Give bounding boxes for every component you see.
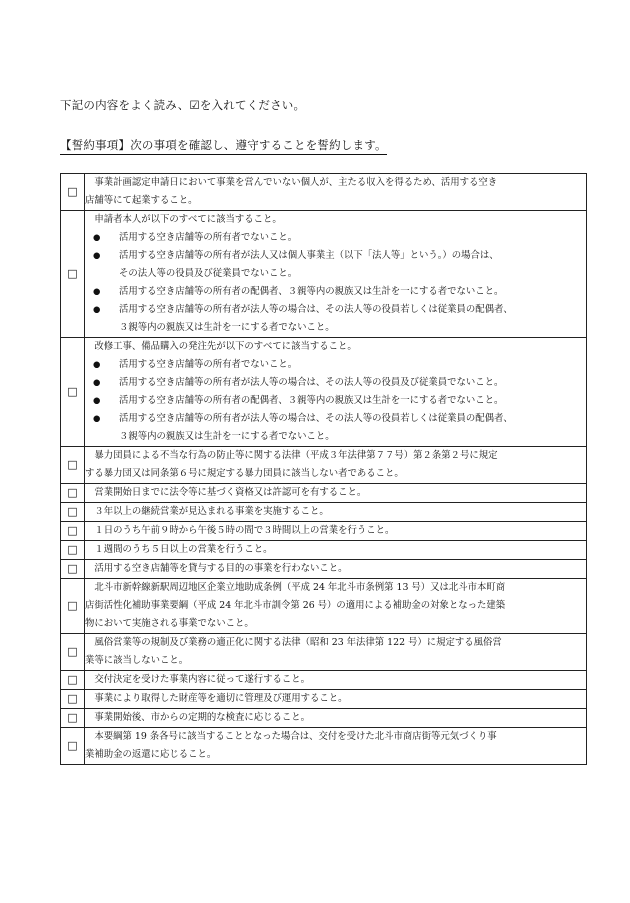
bullet-text: 活用する空き店舗等の所有者の配偶者、３親等内の親族又は生計を一にする者でないこと。 [119, 286, 504, 297]
bullet-text: 活用する空き店舗等の所有者が法人等の場合は、その法人等の役員及び従業員でないこと。 [119, 377, 504, 388]
oath-text-cell [85, 541, 587, 560]
oath-lead-text: 申請者本人が以下のすべてに該当すること。 [94, 214, 282, 225]
bullet-text: 活用する空き店舗等の所有者が法人又は個人事業主（以下「法人等」という。）の場合は、 [119, 250, 499, 261]
bullet-text-continued: ３親等内の親族又は生計を一にする者でないこと。 [119, 322, 335, 333]
oath-row [61, 579, 587, 634]
agree-checkbox[interactable]: □ [61, 211, 85, 338]
oath-row [61, 541, 587, 560]
agree-checkbox[interactable]: □ [61, 541, 85, 560]
agree-checkbox[interactable]: □ [61, 671, 85, 690]
oath-text-cell [85, 634, 587, 671]
bullet-dot-icon: ● [93, 396, 101, 406]
agree-checkbox[interactable]: □ [61, 560, 85, 579]
bullet-text-continued: その法人等の役員及び従業員でないこと。 [119, 268, 298, 279]
oath-text-cell [85, 560, 587, 579]
oath-text-cell [85, 579, 587, 634]
oath-text-line: 本要綱第 19 条各号に該当することとなった場合は、交付を受けた北斗市商店街等元気づくり事 [94, 731, 497, 742]
oath-text-line: 業等に該当しないこと。 [85, 655, 189, 666]
oath-text-line: 店舗等にて起業すること。 [85, 195, 198, 206]
oath-text-line: 物において実施される事業でないこと。 [85, 618, 254, 629]
agree-checkbox[interactable]: □ [61, 447, 85, 484]
oath-text-cell [85, 484, 587, 503]
oath-text-cell [85, 690, 587, 709]
bullet-item [85, 374, 586, 392]
oath-row [61, 671, 587, 690]
agree-checkbox[interactable]: □ [61, 522, 85, 541]
oath-row [61, 503, 587, 522]
oath-text-line: 事業計画認定申請日において事業を営んでいない個人が、主たる収入を得るため、活用する空き [94, 177, 498, 188]
oath-row [61, 211, 587, 338]
oath-text-line: する暴力団又は同条第６号に規定する暴力団員に該当しない者であること。 [85, 468, 404, 479]
bullet-item [85, 229, 586, 247]
oath-text-line: 活用する空き店舗等を貸与する目的の事業を行わないこと。 [94, 563, 348, 574]
agree-checkbox[interactable]: □ [61, 634, 85, 671]
oath-text-line: 交付決定を受けた事業内容に従って遂行すること。 [94, 674, 311, 685]
oath-text-cell [85, 174, 587, 211]
bullet-text-continued: ３親等内の親族又は生計を一にする者でないこと。 [119, 431, 335, 442]
oath-text-line: １週間のうち５日以上の営業を行うこと。 [94, 544, 273, 555]
instruction-before: 下記の内容をよく読み、 [60, 98, 190, 112]
bullet-item [85, 301, 586, 319]
instruction-text [60, 97, 305, 113]
bullet-dot-icon: ● [93, 414, 101, 424]
bullet-dot-icon: ● [93, 378, 101, 388]
oath-row [61, 690, 587, 709]
oath-text-line: 暴力団員による不当な行為の防止等に関する法律（平成３年法律第７７号）第２条第２号に規定 [94, 450, 498, 461]
oath-lead-text: 改修工事、備品購入の発注先が以下のすべてに該当すること。 [94, 341, 357, 352]
oath-text-line: 事業により取得した財産等を適切に管理及び運用すること。 [94, 693, 348, 704]
agree-checkbox[interactable]: □ [61, 174, 85, 211]
oath-text-cell [85, 522, 587, 541]
oath-row [61, 484, 587, 503]
agree-checkbox[interactable]: □ [61, 338, 85, 447]
agree-checkbox[interactable]: □ [61, 690, 85, 709]
oath-row [61, 338, 587, 447]
oath-table [60, 173, 587, 765]
bullet-item [85, 356, 586, 374]
oath-row [61, 709, 587, 728]
oath-text-line: ３年以上の継続営業が見込まれる事業を実施すること。 [94, 506, 329, 517]
bullet-text: 活用する空き店舗等の所有者の配偶者、３親等内の親族又は生計を一にする者でないこと。 [119, 395, 504, 406]
oath-heading: 【誓約事項】次の事項を確認し、遵守することを誓約します。 [60, 137, 387, 155]
bullet-dot-icon: ● [93, 305, 101, 315]
oath-text-line: 業補助金の返還に応じること。 [85, 749, 217, 760]
agree-checkbox[interactable]: □ [61, 484, 85, 503]
bullet-item [85, 392, 586, 410]
agree-checkbox[interactable]: □ [61, 579, 85, 634]
oath-row [61, 174, 587, 211]
bullet-dot-icon: ● [93, 233, 101, 243]
oath-text-line: 風俗営業等の規制及び業務の適正化に関する法律（昭和 23 年法律第 122 号）に規定する風俗営 [94, 637, 502, 648]
bullet-text: 活用する空き店舗等の所有者でないこと。 [119, 232, 298, 243]
oath-text-cell [85, 211, 587, 338]
bullet-text: 活用する空き店舗等の所有者でないこと。 [119, 359, 298, 370]
oath-text-cell [85, 338, 587, 447]
oath-text-cell [85, 728, 587, 765]
agree-checkbox[interactable]: □ [61, 709, 85, 728]
oath-text-line: 営業開始日までに法令等に基づく資格又は許認可を有すること。 [94, 487, 367, 498]
oath-text-line: １日のうち午前９時から午後５時の間で３時間以上の営業を行うこと。 [94, 525, 395, 536]
oath-text-cell [85, 447, 587, 484]
oath-text-cell [85, 671, 587, 690]
checkmark-icon: ☑ [189, 98, 200, 112]
oath-text-cell [85, 709, 587, 728]
oath-row [61, 447, 587, 484]
bullet-item [85, 410, 586, 428]
bullet-item [85, 247, 586, 265]
bullet-text: 活用する空き店舗等の所有者が法人等の場合は、その法人等の役員若しくは従業員の配偶者、 [119, 304, 513, 315]
bullet-text: 活用する空き店舗等の所有者が法人等の場合は、その法人等の役員若しくは従業員の配偶者、 [119, 413, 513, 424]
bullet-dot-icon: ● [93, 287, 101, 297]
oath-row [61, 522, 587, 541]
oath-text-line: 店街活性化補助事業要綱（平成 24 年北斗市訓令第 26 号）の適用による補助金の対象となった建築 [85, 600, 506, 611]
oath-row [61, 560, 587, 579]
agree-checkbox[interactable]: □ [61, 728, 85, 765]
oath-text-line: 事業開始後、市からの定期的な検査に応じること。 [94, 712, 311, 723]
bullet-dot-icon: ● [93, 251, 101, 261]
oath-row [61, 634, 587, 671]
bullet-dot-icon: ● [93, 360, 101, 370]
instruction-after: を入れてください。 [199, 98, 306, 112]
oath-text-cell [85, 503, 587, 522]
oath-text-line: 北斗市新幹線新駅周辺地区企業立地助成条例（平成 24 年北斗市条例第 13 号）又は北斗市本町商 [94, 582, 506, 593]
agree-checkbox[interactable]: □ [61, 503, 85, 522]
oath-row [61, 728, 587, 765]
bullet-item [85, 283, 586, 301]
